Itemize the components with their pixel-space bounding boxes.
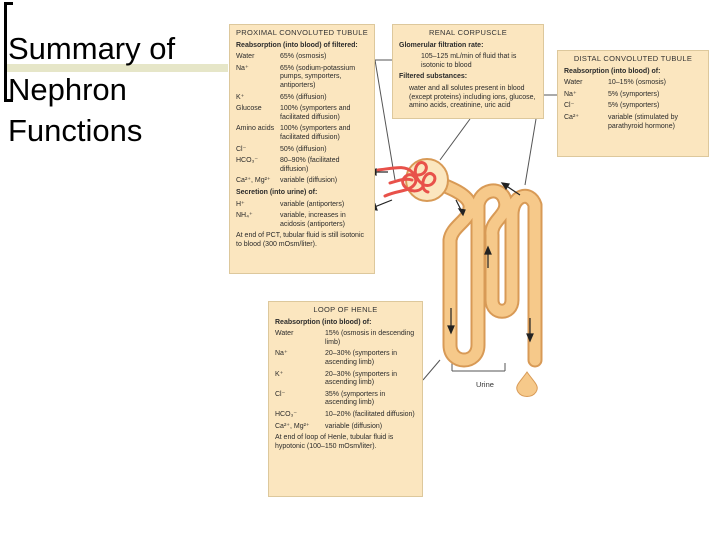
loh-row-value: 20–30% (symporters in ascending limb) (325, 370, 397, 387)
loh-header: LOOP OF HENLE (313, 305, 378, 314)
pct-secretion-row (236, 212, 368, 229)
loh-row-value: 10–20% (facilitated diffusion) (325, 410, 415, 418)
slide-title-line-3: Functions (8, 113, 143, 148)
pct-row-key: Water (236, 53, 255, 61)
pct-secretion-title: Secretion (into urine) of: (236, 188, 318, 196)
pct-note: At end of PCT, tubular fluid is still isotonic to blood (300 mOsm/liter). (236, 232, 365, 248)
dct-row-key: Na⁺ (564, 90, 577, 98)
loh-row-key: Cl⁻ (275, 390, 286, 398)
pct-row (236, 177, 368, 186)
loh-row (275, 330, 416, 347)
loh-row-key: Water (275, 330, 294, 338)
pct-row-key: Cl⁻ (236, 145, 247, 153)
pct-row-key: Amino acids (236, 125, 275, 133)
loh-row (275, 391, 416, 408)
pct-reabsorption-title: Reabsorption (into blood) of filtered: (236, 41, 358, 49)
pct-row-key: HCO₃⁻ (236, 157, 259, 165)
dct-info-box (557, 50, 709, 157)
loh-row (275, 350, 416, 367)
pct-row (236, 125, 368, 142)
pct-row-value: 100% (symporters and facilitated diffusion) (280, 105, 351, 121)
loh-row-value: 20–30% (symporters in ascending limb) (325, 350, 397, 366)
pct-row (236, 157, 368, 174)
pct-row-value: 65% (diffusion) (280, 93, 327, 101)
pct-row-key: Na⁺ (236, 64, 249, 72)
pct-row (236, 146, 368, 155)
dct-row-value: 5% (symporters) (608, 102, 660, 110)
tubule (430, 180, 535, 360)
pct-row-value: variable (diffusion) (280, 177, 338, 185)
pct-row (236, 53, 368, 62)
dct-row (564, 102, 702, 111)
dct-reabsorption-title: Reabsorption (into blood) of: (564, 67, 661, 75)
pct-secretion-key: NH₄⁺ (236, 212, 253, 220)
pct-secretion-value: variable, increases in acidosis (antiporters) (280, 212, 346, 228)
rc-filtered-text: water and all solutes present in blood (except proteins) including ions, glucose, amino acids, creatinine, uric acid (409, 84, 536, 110)
rc-gfr-text: 105–125 mL/min of fluid that is isotonic to blood (421, 53, 517, 69)
dct-header: DISTAL CONVOLUTED TUBULE (573, 54, 693, 63)
dct-row-key: Ca²⁺ (564, 113, 579, 121)
pct-row (236, 94, 368, 103)
loop-of-henle-info-box (268, 301, 423, 497)
pct-row-key: K⁺ (236, 93, 245, 101)
pct-secretion-value: variable (antiporters) (280, 200, 345, 208)
pct-row-value: 80–90% (facilitated diffusion) (280, 157, 340, 173)
dct-row-key: Water (564, 79, 583, 87)
loh-reabsorption-title: Reabsorption (into blood) of: (275, 318, 372, 326)
pct-row-key: Glucose (236, 105, 262, 113)
loh-row (275, 423, 416, 432)
slide-title-line-1: Summary of (8, 31, 176, 66)
urine-drop-icon (517, 372, 538, 397)
pct-row (236, 65, 368, 91)
rc-filtered-label: Filtered substances: (399, 73, 468, 81)
dct-row-value: 5% (symporters) (608, 90, 660, 98)
loh-row (275, 411, 416, 420)
dct-row-key: Cl⁻ (564, 102, 575, 110)
pct-header: PROXIMAL CONVOLUTED TUBULE (236, 28, 368, 37)
renal-corpuscle-info-box (392, 24, 544, 119)
loh-row-value: 35% (symporters in ascending limb) (325, 390, 386, 407)
pct-row-value: 65% (osmosis) (280, 53, 327, 61)
rc-gfr-label: Glomerular filtration rate: (399, 41, 484, 49)
urine-label: Urine (476, 380, 494, 389)
dct-row (564, 114, 702, 131)
loh-row-key: K⁺ (275, 370, 284, 378)
loh-row (275, 371, 416, 388)
pct-secretion-row (236, 201, 368, 210)
loh-row-key: Na⁺ (275, 350, 288, 358)
pct-row-value: 65% (sodium-potassium pumps, symporters, antiporters) (280, 64, 356, 89)
loh-note: At end of loop of Henle, tubular fluid is hypotonic (100–150 mOsm/liter). (275, 434, 394, 450)
loh-row-key: Ca²⁺, Mg²⁺ (275, 422, 310, 430)
dct-row-value: 10–15% (osmosis) (608, 79, 666, 87)
rc-header: RENAL CORPUSCLE (429, 28, 507, 37)
pct-row (236, 105, 368, 122)
pct-row-value: 100% (symporters and facilitated diffusion) (280, 125, 351, 141)
loh-row-value: variable (diffusion) (325, 422, 383, 430)
pct-info-box (229, 24, 375, 274)
pct-secretion-key: H⁺ (236, 200, 245, 208)
loh-row-value: 15% (osmosis in descending limb) (325, 330, 415, 346)
dct-row (564, 79, 702, 88)
pct-row-key: Ca²⁺, Mg²⁺ (236, 177, 271, 185)
dct-row (564, 91, 702, 100)
pct-row-value: 50% (diffusion) (280, 145, 327, 153)
slide-title-line-2: Nephron (8, 72, 127, 107)
loh-row-key: HCO₃⁻ (275, 410, 298, 418)
dct-row-value: variable (stimulated by parathyroid hormone) (608, 113, 679, 130)
